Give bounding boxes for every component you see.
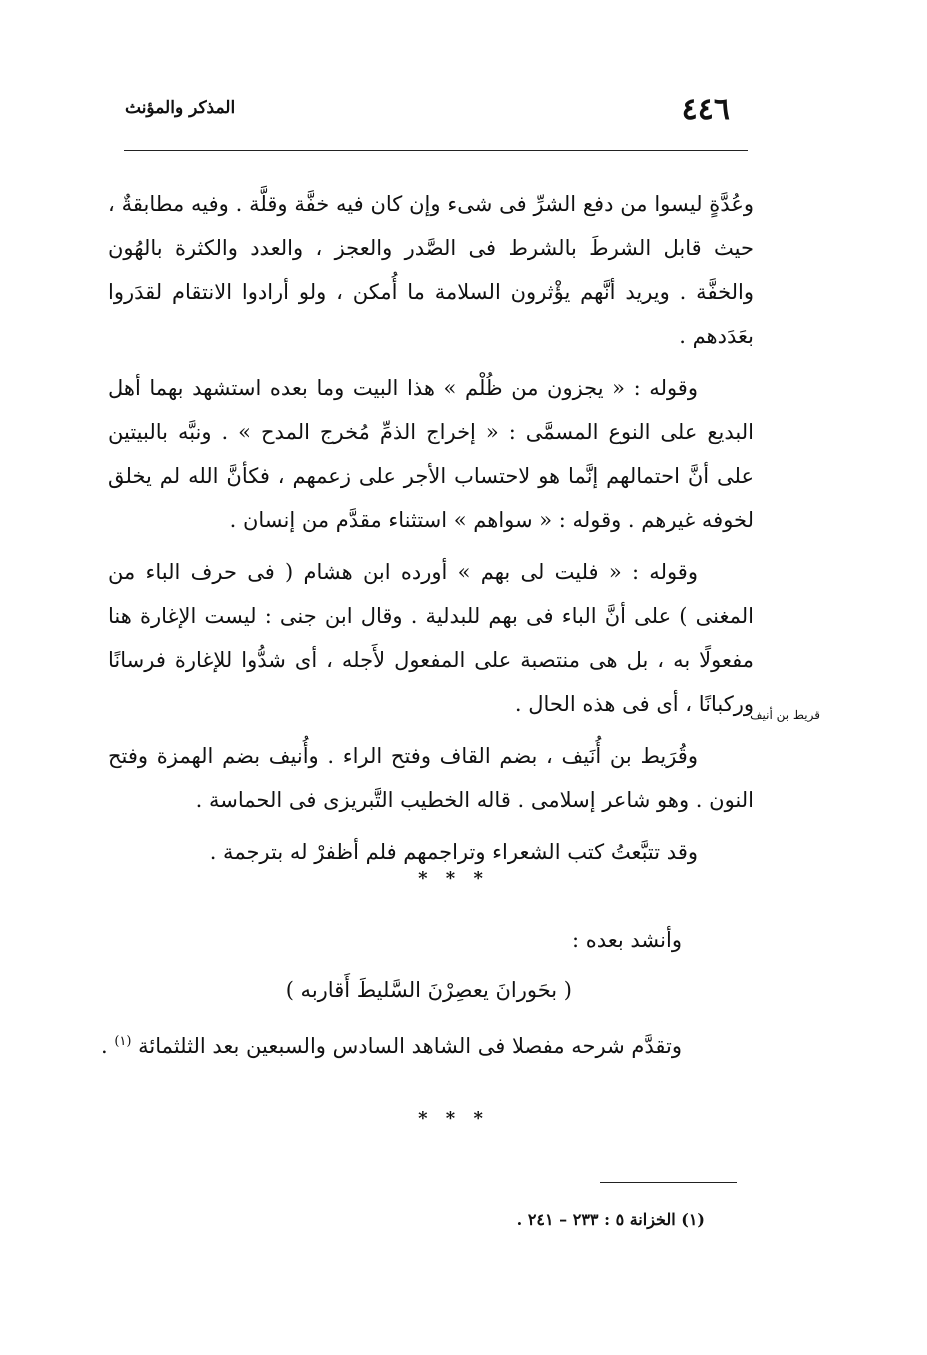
paragraph-4: وقُرَيط بن أُنَيف ، بضم القاف وفتح الراء . وأُنيف بضم الهمزة وفتح النون . وهو شاعر إسلامى . قاله الخطيب التَّبريزى فى الحماسة . (108, 744, 754, 812)
paragraph-1: وعُدَّةٍ ليسوا من دفع الشرِّ فى شىء وإن كان فيه خفَّة وقلَّة . وفيه مطابقةٌ ، حيث قابل الشرطَ بالشرط فى الصَّدر والعجز ، والعدد والكثرة بالهُون والخفَّة . ويريد أنَّهم يؤْثرون السلامة ما أُمكن ، ولو أرادوا الانتقام لقدَروا بعَدَدهم . (108, 192, 754, 348)
page-header (120, 92, 750, 132)
cross-reference-line (100, 1034, 682, 1058)
paragraph-2: وقوله : « يجزون من ظُلْم » هذا البيت وما بعده استشهد بهما أهل البديع على النوع المسمَّى : « إخراج الذمِّ مُخرج المدح » . ونبَّه بالبيتين على أنَّ احتمالهم إنَّما هو لاحتساب الأجر على زعمهم ، فكأنَّ الله لم يخلق لخوفه غيرهم . وقوله : « سواهم » استثناء مقدَّم من إنسان . (108, 376, 754, 532)
verse-line: ( بحَورانَ يعصِرْنَ السَّليطَ أَقاربه ) (285, 978, 572, 1002)
paragraph-5: وقد تتبَّعتُ كتب الشعراء وتراجمهم فلم أظفرْ له بترجمة . (209, 840, 698, 864)
header-rule (124, 150, 748, 151)
running-title: المذكر والمؤنث (125, 98, 236, 118)
page-number: ٤٤٦ (681, 92, 730, 127)
cross-reference-text: وتقدَّم شرحه مفصلا فى الشاهد السادس والسبعين بعد الثلثمائة (138, 1034, 682, 1058)
footnote-marker: (١) (114, 1034, 132, 1049)
footnote: (١) الخزانة ٥ : ٢٣٣ – ٢٤١ . (516, 1210, 705, 1229)
section-separator-2: * * * (418, 1108, 489, 1129)
cross-reference-end: . (100, 1034, 108, 1058)
paragraph-3: وقوله : « فليت لى بهم » أورده ابن هشام ( فى حرف الباء من المغنى ) على أنَّ الباء فى بهم للبدلية . وقال ابن جنى : ليست الإغارة هنا مفعولًا به ، بل هى منتصبة على المفعول لأَجله ، أى شدُّوا للإغارة فرسانًا وركبانًا ، أى فى هذه الحال . (108, 560, 754, 716)
main-text (108, 182, 754, 882)
section-separator: * * * (418, 868, 489, 889)
margin-note: قريط بن أنيف (750, 708, 820, 722)
footnote-rule (600, 1182, 737, 1183)
recited-after-label: وأنشد بعده : (571, 928, 682, 952)
